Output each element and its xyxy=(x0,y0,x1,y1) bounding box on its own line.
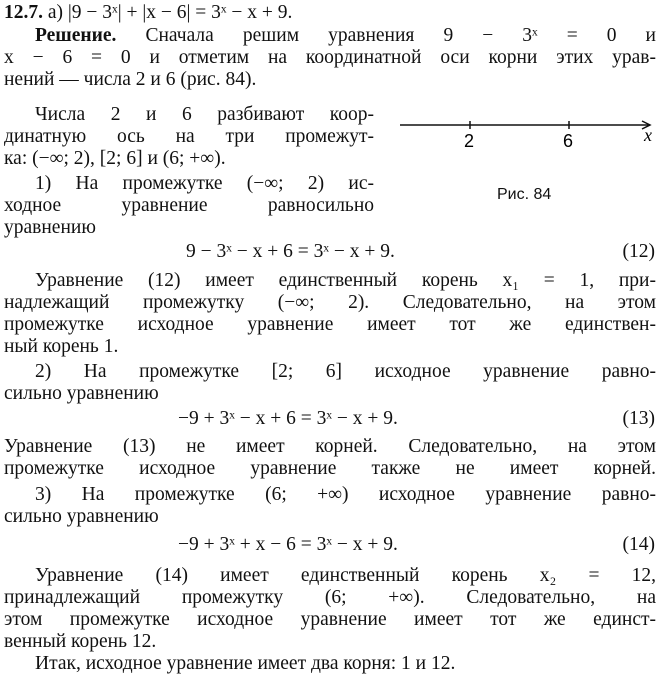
intervals-line-3: ка: (−∞; 2), [2; 6] и (6; +∞). xyxy=(4,148,226,169)
equation-number-12: (12) xyxy=(622,241,655,262)
case1-line-3: уравнению xyxy=(4,217,96,238)
axis-label-x: x xyxy=(644,125,652,145)
tick-label-6: 6 xyxy=(563,131,574,151)
solution-line-2: x − 6 = 0 и отметим на координатной оси корни этих урав- xyxy=(4,47,656,68)
case2-result-1: Уравнение (13) не имеет корней. Следовательно, на этом xyxy=(4,436,656,457)
case1-line-1: 1) На промежутке (−∞; 2) ис- xyxy=(35,173,374,194)
case1-result-2: надлежащий промежутку (−∞; 2). Следовательно, на этом xyxy=(4,292,656,313)
case3-line-1: 3) На промежутке (6; +∞) исходное уравнение равно- xyxy=(35,484,656,505)
solution-label: Решение. xyxy=(35,25,117,46)
tick-label-2: 2 xyxy=(464,131,475,151)
case3-result-1: Уравнение (14) имеет единственный корень x₂ = 12, xyxy=(35,565,656,586)
solution-line-1 xyxy=(35,25,656,47)
equation-14: −9 + 3ˣ + x − 6 = 3ˣ − x + 9. xyxy=(178,534,398,555)
case3-line-2: сильно уравнению xyxy=(4,506,159,527)
intervals-line-2: динатную ось на три промежут- xyxy=(4,126,374,147)
problem-number: 12.7. xyxy=(4,2,43,23)
intervals-line-1: Числа 2 и 6 разбивают коор- xyxy=(35,104,374,125)
problem-part: а) xyxy=(47,2,64,23)
case1-result-4: ный корень 1. xyxy=(4,336,119,357)
solution-text-1: Сначала решим уравнения 9 − 3ˣ = 0 и xyxy=(145,25,656,46)
case3-result-3: этом промежутке исходное уравнение имеет тот же единст- xyxy=(4,609,656,630)
case2-line-2: сильно уравнению xyxy=(4,383,159,404)
case3-result-4: венный корень 12. xyxy=(4,631,157,652)
number-axis-figure xyxy=(400,110,660,160)
case1-line-2: ходное уравнение равносильно xyxy=(4,195,374,216)
case1-result-3: промежутке исходное уравнение имеет тот же единствен- xyxy=(4,314,656,335)
equation-number-13: (13) xyxy=(622,408,655,429)
case1-result-1: Уравнение (12) имеет единственный корень x₁ = 1, при- xyxy=(35,270,656,291)
equation-number-14: (14) xyxy=(622,534,655,555)
problem-header xyxy=(4,2,656,24)
solution-line-3: нений — числа 2 и 6 (рис. 84). xyxy=(4,69,257,90)
case2-result-2: промежутке исходное уравнение также не имеет корней. xyxy=(4,458,656,479)
equation-12: 9 − 3ˣ − x + 6 = 3ˣ − x + 9. xyxy=(186,241,395,262)
problem-equation: |9 − 3ˣ| + |x − 6| = 3ˣ − x + 9. xyxy=(67,2,293,23)
conclusion: Итак, исходное уравнение имеет два корня: 1 и 12. xyxy=(35,653,456,674)
equation-13: −9 + 3ˣ − x + 6 = 3ˣ − x + 9. xyxy=(178,408,398,429)
figure-caption: Рис. 84 xyxy=(497,186,552,203)
case3-result-2: принадлежащий промежутку (6; +∞). Следовательно, на xyxy=(4,587,656,608)
case2-line-1: 2) На промежутке [2; 6] исходное уравнение равно- xyxy=(35,361,656,382)
